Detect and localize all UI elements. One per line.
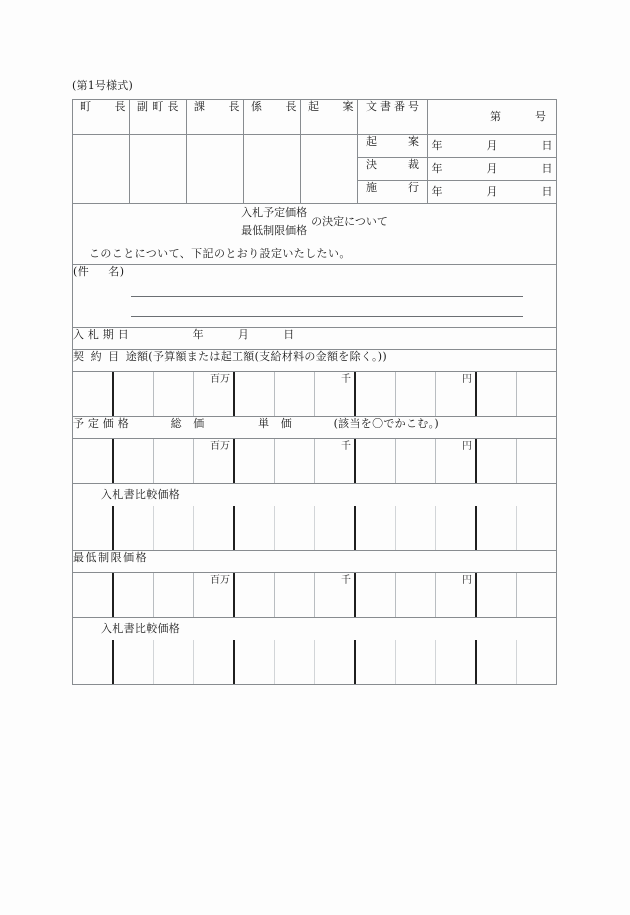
money-cell-7[interactable] [315, 506, 356, 550]
money-grid-estimated[interactable] [73, 439, 556, 483]
money-grid-comparison-minimum[interactable] [73, 640, 556, 684]
comparison-price-estimated-row [73, 483, 557, 550]
money-unit-label: 百万 [210, 574, 230, 586]
approval-date-year: 年 [431, 161, 443, 175]
bid-date-year: 年 [192, 327, 204, 341]
money-cell-6[interactable] [275, 439, 315, 483]
money-cell-9[interactable] [396, 506, 436, 550]
estimated-price-grid-row [73, 438, 557, 483]
estimated-price-label: 予定価格 [73, 416, 129, 430]
money-unit-label: 千 [341, 574, 351, 586]
execution-date-label-cell [358, 181, 428, 204]
stamp-box-section-chief[interactable] [187, 135, 244, 204]
approval-date-value-cell[interactable] [428, 158, 557, 181]
money-cell-2[interactable] [114, 372, 154, 416]
money-unit-label: 円 [462, 574, 472, 586]
money-cell-5[interactable] [235, 573, 275, 617]
money-cell-6[interactable] [275, 372, 315, 416]
money-cell-6[interactable] [275, 640, 315, 684]
money-cell-5[interactable] [235, 506, 275, 550]
execution-date-year: 年 [431, 184, 443, 198]
doc-number-suffix: 号 [535, 109, 546, 123]
money-cell-3[interactable] [154, 372, 194, 416]
money-cell-10[interactable] [436, 372, 477, 416]
money-cell-5[interactable] [235, 640, 275, 684]
money-cell-7[interactable] [315, 372, 356, 416]
money-grid-contract[interactable] [73, 372, 556, 416]
execution-date-value-cell[interactable] [428, 181, 557, 204]
money-cell-7[interactable] [315, 573, 356, 617]
subject-write-line-1[interactable] [131, 296, 523, 297]
bid-date-month: 月 [237, 327, 250, 341]
money-cell-5[interactable] [235, 439, 275, 483]
money-grid-minimum[interactable] [73, 573, 556, 617]
approval-header-row-2 [73, 135, 557, 158]
money-cell-11[interactable] [477, 640, 517, 684]
money-cell-9[interactable] [396, 573, 436, 617]
bid-date-label: 入札期日 [73, 327, 129, 341]
money-cell-10[interactable] [436, 640, 477, 684]
stamp-column-drafter[interactable] [301, 100, 358, 135]
contract-amount-label-block [73, 349, 557, 371]
stamp-box-deputy-mayor[interactable] [130, 135, 187, 204]
money-cell-4[interactable] [194, 439, 235, 483]
money-cell-4[interactable] [194, 506, 235, 550]
execution-date-day: 日 [541, 184, 553, 198]
money-cell-1[interactable] [73, 372, 114, 416]
stamp-label-deputy-mayor: 副町長 [137, 100, 179, 113]
stamp-column-section-chief[interactable] [187, 100, 244, 135]
stamp-column-deputy-mayor[interactable] [130, 100, 187, 135]
money-cell-8[interactable] [356, 573, 396, 617]
money-cell-2[interactable] [114, 573, 154, 617]
money-cell-3[interactable] [154, 640, 194, 684]
money-cell-3[interactable] [154, 506, 194, 550]
money-unit-label: 百万 [210, 440, 230, 452]
comparison-price-minimum-row [73, 617, 557, 684]
money-cell-4[interactable] [194, 372, 235, 416]
approval-date-label: 決 裁 [366, 158, 419, 171]
money-cell-6[interactable] [275, 573, 315, 617]
money-grid-comparison-estimated[interactable] [73, 506, 556, 550]
contract-amount-note: 額(予算額または起工額(支給材料の金額を除く。)) [137, 349, 387, 363]
draft-date-value-cell[interactable] [428, 135, 557, 158]
money-cell-9[interactable] [396, 439, 436, 483]
contract-amount-grid-row [73, 371, 557, 416]
money-cell-2[interactable] [114, 439, 154, 483]
stamp-box-mayor[interactable] [73, 135, 130, 204]
money-cell-7[interactable] [315, 640, 356, 684]
estimated-price-note: (該当を〇でかこむ。) [333, 416, 439, 430]
money-cell-4[interactable] [194, 640, 235, 684]
draft-date-label-cell [358, 135, 428, 158]
stamp-column-subsection-chief[interactable] [244, 100, 301, 135]
title-tail: の決定について [311, 214, 388, 228]
money-cell-10[interactable] [436, 573, 477, 617]
form-container [72, 78, 556, 685]
doc-number-prefix: 第 [490, 109, 501, 123]
approval-date-day: 日 [541, 161, 553, 175]
comparison-price-label-estimated: 入札書比較価格 [101, 487, 181, 501]
money-cell-11[interactable] [477, 506, 517, 550]
comparison-price-estimated-block[interactable] [73, 483, 557, 550]
contract-amount-label: 契約目途 [73, 349, 137, 363]
minimum-price-label-block [73, 550, 557, 572]
stamp-label-subsection-chief: 係 長 [251, 100, 297, 113]
money-cell-1[interactable] [73, 439, 114, 483]
draft-date-month: 月 [486, 138, 498, 152]
approval-date-label-cell [358, 158, 428, 181]
title-body-text: このことについて、下記のとおり設定いたしたい。 [89, 247, 351, 260]
money-cell-12[interactable] [517, 640, 556, 684]
bid-date-block[interactable] [73, 327, 557, 349]
subject-write-line-2[interactable] [131, 316, 523, 317]
money-cell-3[interactable] [154, 573, 194, 617]
subject-label: (件 名) [73, 264, 125, 278]
money-cell-1[interactable] [73, 640, 114, 684]
money-unit-label: 百万 [210, 373, 230, 385]
stamp-label-mayor: 町 長 [80, 100, 126, 113]
money-cell-7[interactable] [315, 439, 356, 483]
bid-date-day: 日 [283, 327, 295, 341]
stamp-label-drafter: 起 案 [308, 100, 354, 113]
stamp-column-mayor[interactable] [73, 100, 130, 135]
money-cell-8[interactable] [356, 506, 396, 550]
money-unit-label: 円 [462, 440, 472, 452]
contract-amount-label-row [73, 349, 557, 371]
bid-date-row [73, 327, 557, 349]
title-stacked-top: 入札予定価格 [241, 206, 308, 219]
minimum-price-grid-row [73, 572, 557, 617]
contract-amount-grid-cell[interactable] [73, 371, 557, 416]
money-unit-label: 千 [341, 373, 351, 385]
money-cell-12[interactable] [517, 372, 556, 416]
stamp-label-section-chief: 課 長 [194, 100, 240, 113]
money-cell-2[interactable] [114, 506, 154, 550]
money-unit-label: 円 [462, 373, 472, 385]
title-block [73, 204, 557, 265]
money-cell-10[interactable] [436, 439, 477, 483]
approval-form-table [72, 99, 557, 685]
estimated-price-option-total[interactable]: 総 価 [170, 416, 205, 430]
execution-date-month: 月 [486, 184, 498, 198]
estimated-price-option-unit[interactable]: 単 価 [258, 416, 292, 430]
money-cell-2[interactable] [114, 640, 154, 684]
minimum-price-label-row [73, 550, 557, 572]
money-cell-12[interactable] [517, 439, 556, 483]
money-cell-1[interactable] [73, 506, 114, 550]
comparison-price-label-minimum: 入札書比較価格 [101, 621, 181, 635]
stamp-box-drafter[interactable] [301, 135, 358, 204]
estimated-price-label-block[interactable] [73, 416, 557, 438]
estimated-price-label-row [73, 416, 557, 438]
money-cell-9[interactable] [396, 372, 436, 416]
form-number-label: (第1号様式) [72, 79, 133, 92]
bid-date-fields[interactable] [193, 328, 329, 341]
doc-number-value-cell[interactable] [428, 100, 557, 135]
money-cell-1[interactable] [73, 573, 114, 617]
money-cell-11[interactable] [477, 573, 517, 617]
draft-date-day: 日 [541, 138, 553, 152]
money-cell-3[interactable] [154, 439, 194, 483]
money-cell-6[interactable] [275, 506, 315, 550]
money-cell-10[interactable] [436, 506, 477, 550]
money-cell-8[interactable] [356, 372, 396, 416]
money-unit-label: 千 [341, 440, 351, 452]
doc-number-label-cell [358, 100, 428, 135]
money-cell-11[interactable] [477, 439, 517, 483]
money-cell-5[interactable] [235, 372, 275, 416]
subject-block[interactable] [73, 264, 557, 327]
approval-date-month: 月 [486, 161, 498, 175]
approval-header-row-1 [73, 100, 557, 135]
money-cell-4[interactable] [194, 573, 235, 617]
money-cell-11[interactable] [477, 372, 517, 416]
money-cell-8[interactable] [356, 640, 396, 684]
minimum-price-grid-cell[interactable] [73, 572, 557, 617]
draft-date-year: 年 [431, 138, 443, 152]
minimum-price-label: 最低制限価格 [73, 550, 147, 564]
doc-number-label: 文書番号 [366, 100, 419, 113]
money-cell-12[interactable] [517, 573, 556, 617]
comparison-price-minimum-block[interactable] [73, 617, 557, 684]
execution-date-label: 施 行 [366, 181, 419, 194]
estimated-price-grid-cell[interactable] [73, 438, 557, 483]
draft-date-label: 起 案 [366, 135, 419, 148]
stamp-box-subsection-chief[interactable] [244, 135, 301, 204]
money-cell-9[interactable] [396, 640, 436, 684]
title-block-row [73, 204, 557, 265]
subject-row [73, 264, 557, 327]
money-cell-12[interactable] [517, 506, 556, 550]
money-cell-8[interactable] [356, 439, 396, 483]
title-stacked-bottom: 最低制限価格 [241, 224, 308, 237]
